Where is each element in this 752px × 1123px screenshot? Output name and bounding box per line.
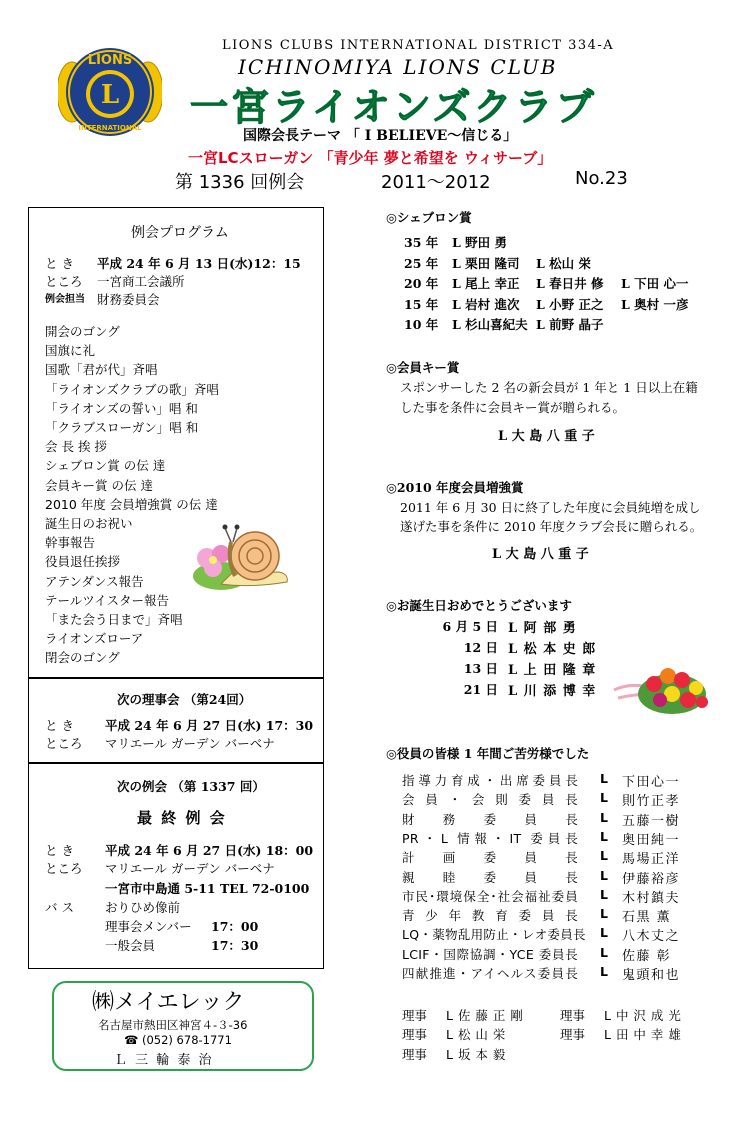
- officer-role: 青 少 年 教 育 委 員 長: [402, 908, 578, 924]
- bus-row-time: 17：30: [211, 938, 259, 953]
- officer-l: L: [600, 906, 608, 922]
- officer-name: 鬼頭和也: [622, 968, 681, 983]
- program-item: 「また会う日まで」斉唱: [45, 612, 183, 627]
- key-award-recipient: L 大 島 八 重 子: [498, 429, 595, 444]
- sponsor-name: ㈱メイエレック: [92, 990, 245, 1015]
- chevron-years: 20 年: [404, 276, 439, 291]
- next-where-label: ところ: [45, 861, 83, 876]
- chevron-member: L 杉山喜紀夫: [452, 317, 528, 332]
- officers-title: ◎役員の皆様 1 年間ご苦労様でした: [386, 746, 590, 761]
- director-label: 理事: [402, 1047, 428, 1062]
- issue-number: No.23: [575, 168, 628, 189]
- next-address: 一宮市中島通 5-11 TEL 72-0100: [105, 881, 310, 896]
- program-item: ライオンズローア: [45, 631, 144, 647]
- logo-top-text: LIONS: [87, 53, 133, 68]
- officer-role: 会 員 ・ 会 則 委 員 長: [402, 792, 578, 808]
- key-award-title: ◎会員キー賞: [386, 360, 460, 375]
- chevron-member: L 尾上 幸正: [452, 276, 520, 291]
- program-item: 会員キー賞 の伝 達: [45, 477, 153, 493]
- officer-role: LCIF・国際協調・YCE 委員長: [402, 946, 578, 962]
- fiscal-year: 2011～2012: [381, 172, 491, 193]
- officer-l: L: [600, 828, 608, 844]
- program-item: テールツイスター報告: [45, 592, 170, 608]
- program-item: 開会のゴング: [45, 324, 120, 339]
- district-line: LIONS CLUBS INTERNATIONAL DISTRICT 334-A: [222, 38, 615, 53]
- officer-role: 計 画 委 員 長: [402, 850, 578, 866]
- next-when: 平成 24 年 6 月 27 日(水) 18：00: [105, 843, 314, 858]
- officer-name: 石黒 薫: [622, 910, 672, 926]
- logo-letter: L: [100, 80, 120, 110]
- next-meeting-title: 次の例会 （第 1337 回）: [117, 779, 265, 794]
- director-name: L 佐 藤 正 剛: [446, 1008, 524, 1023]
- officer-l: L: [600, 944, 608, 960]
- officer-name: 伊藤裕彦: [622, 871, 681, 887]
- officer-role: PR・L 情報・IT 委員長: [402, 830, 578, 846]
- bus-stop: おりひめ像前: [105, 900, 181, 915]
- president-theme: 国際会長テーマ 「 I BELIEVE～信じる」: [243, 128, 518, 144]
- officer-l: L: [600, 886, 608, 902]
- club-name-jp: 一宮ライオンズクラブ: [190, 85, 597, 129]
- officer-role: 親 睦 委 員 長: [402, 869, 578, 885]
- chevron-years: 10 年: [404, 317, 439, 332]
- growth-award-text-2: 遂げた事を条件に 2010 年度クラブ会長に贈られる。: [400, 519, 703, 534]
- program-host: 財務委員会: [97, 292, 160, 307]
- sponsor-tel: ☎ (052) 678-1771: [124, 1033, 232, 1047]
- growth-award-text-1: 2011 年 6 月 30 日に終了した年度に会員純増を成し: [400, 500, 701, 515]
- chevron-member: L 下田 心一: [621, 276, 689, 291]
- board-where-label: ところ: [45, 736, 83, 751]
- sponsor-person: Ｌ 三 輪 泰 治: [114, 1053, 214, 1068]
- officer-l: L: [600, 964, 608, 979]
- officer-role: 財 務 委 員 長: [402, 811, 578, 827]
- officer-role: 四献推進・アイヘルス委員長: [402, 966, 578, 981]
- logo-bottom-text: INTERNATIONAL: [78, 124, 142, 132]
- officer-name: 五藤一樹: [622, 813, 681, 829]
- program-item: 国歌「君が代」斉唱: [45, 362, 158, 378]
- growth-award-recipient: L 大 島 八 重 子: [492, 547, 589, 562]
- board-when: 平成 24 年 6 月 27 日(水) 17：30: [105, 718, 314, 733]
- program-item: 国旗に礼: [45, 343, 96, 359]
- officer-name: 下田心一: [622, 775, 681, 790]
- key-award-text-2: した事を条件に会員キー賞が贈られる。: [400, 400, 626, 415]
- program-item: アテンダンス報告: [45, 573, 144, 589]
- program-item: シェブロン賞 の伝 達: [45, 458, 166, 474]
- birthday-name: L 松 本 史 郎: [508, 642, 597, 657]
- bus-row-label: 一般会員: [105, 938, 156, 953]
- program-item: 「ライオンズクラブの歌」斉唱: [45, 381, 219, 397]
- growth-award-title: ◎2010 年度会員増強賞: [386, 480, 524, 495]
- program-box: [28, 207, 324, 679]
- bus-label: バ ス: [45, 900, 74, 915]
- birthday-title: ◎お誕生日おめでとうございます: [386, 598, 572, 613]
- next-meeting-box: [28, 762, 324, 969]
- birthday-date: 12 日: [463, 640, 498, 655]
- program-where: 一宮商工会議所: [97, 274, 185, 289]
- director-label: 理事: [560, 1008, 586, 1023]
- chevron-member: L 奥村 一彦: [621, 296, 689, 312]
- director-label: 理事: [560, 1027, 586, 1042]
- officer-l: L: [600, 809, 608, 825]
- chevron-years: 15 年: [404, 296, 439, 312]
- program-item: 「ライオンズの誓い」唱 和: [45, 400, 198, 416]
- director-name: L 松 山 栄: [446, 1027, 506, 1042]
- chevron-member: L 岩村 進次: [452, 296, 520, 312]
- birthday-date: 21 日: [463, 682, 498, 697]
- officer-name: 佐藤 彰: [622, 948, 672, 964]
- next-meeting-subtitle: 最 終 例 会: [137, 809, 227, 827]
- program-item: 役員退任挨拶: [45, 554, 121, 570]
- chevron-title: ◎シェブロン賞: [386, 210, 472, 225]
- chevron-years: 35 年: [404, 235, 439, 250]
- officer-role: 市民･環境保全･社会福祉委員: [402, 888, 578, 904]
- birthday-date: 13 日: [463, 661, 498, 676]
- chevron-member: L 野田 勇: [452, 235, 507, 250]
- sponsor-address: 名古屋市熱田区神宮４-３-36: [98, 1018, 248, 1032]
- director-name: L 坂 本 毅: [446, 1047, 506, 1062]
- program-host-label: 例会担当: [45, 294, 85, 305]
- club-slogan: 一宮LCスローガン 「青少年 夢と希望を ウィサーブ」: [188, 149, 553, 167]
- officer-name: 則竹正孝: [622, 794, 681, 810]
- program-when: 平成 24 年 6 月 13 日(水)12：15: [97, 256, 301, 271]
- program-where-label: ところ: [45, 274, 83, 289]
- bouquet-icon: [612, 654, 712, 718]
- officer-name: 木村鎮夫: [622, 890, 681, 906]
- chevron-member: L 松山 栄: [536, 255, 591, 271]
- birthday-name: L 上 田 隆 章: [508, 663, 597, 678]
- program-item: 2010 年度 会員増強賞 の伝 達: [45, 496, 218, 512]
- next-when-label: と き: [45, 843, 74, 858]
- program-item: 誕生日のお祝い: [45, 516, 133, 531]
- officer-name: 奥田純一: [622, 832, 681, 848]
- board-where: マリエール ガーデン バーベナ: [105, 736, 275, 751]
- program-item: 会 長 挨 拶: [45, 439, 107, 455]
- chevron-member: L 小野 正之: [536, 296, 604, 312]
- program-item: 閉会のゴング: [45, 650, 120, 666]
- bus-row-label: 理事会メンバー: [105, 919, 192, 934]
- officer-role: 指導力育成・出席委員長: [402, 773, 578, 788]
- meeting-info-line: [175, 168, 645, 194]
- program-when-label: と き: [45, 256, 74, 271]
- chevron-member: L 春日井 修: [536, 276, 604, 291]
- board-when-label: と き: [45, 718, 74, 733]
- program-item: 幹事報告: [45, 535, 96, 551]
- officer-l: L: [600, 925, 608, 941]
- officer-role: LQ・薬物乱用防止・レオ委員長: [402, 927, 586, 943]
- lions-logo: [58, 40, 162, 144]
- director-name: L 田 中 幸 雄: [604, 1027, 682, 1042]
- club-name-en: ICHINOMIYA LIONS CLUB: [238, 55, 558, 79]
- next-where: マリエール ガーデン バーベナ: [105, 861, 275, 876]
- birthday-name: L 阿 部 勇: [508, 621, 577, 636]
- bus-row-time: 17：00: [211, 919, 259, 934]
- chevron-member: L 栗田 隆司: [452, 255, 520, 271]
- key-award-text-1: スポンサーした 2 名の新会員が 1 年と 1 日以上在籍: [400, 380, 698, 395]
- officer-l: L: [600, 867, 608, 883]
- next-board-box: [28, 677, 324, 764]
- director-name: L 中 沢 成 光: [604, 1008, 682, 1023]
- director-label: 理事: [402, 1027, 428, 1042]
- program-item: 「クラブスローガン」唱 和: [45, 420, 199, 435]
- officer-name: 馬場正洋: [622, 852, 681, 868]
- chevron-years: 25 年: [404, 255, 439, 271]
- officer-l: L: [600, 848, 608, 864]
- sponsor-box: [52, 981, 314, 1071]
- chevron-member: L 前野 晶子: [536, 317, 604, 332]
- birthday-date: 6 月 5 日: [442, 619, 498, 634]
- program-title: 例会プログラム: [131, 225, 229, 241]
- officer-l: L: [600, 790, 608, 806]
- board-title: 次の理事会 （第24回）: [117, 692, 252, 707]
- snail-illustration-icon: [191, 514, 295, 596]
- birthday-name: L 川 添 博 幸: [508, 684, 597, 699]
- director-label: 理事: [402, 1008, 428, 1023]
- officer-name: 八木丈之: [622, 929, 681, 945]
- meeting-number: 第 1336 回例会: [175, 172, 305, 193]
- lions-emblem-icon: [58, 40, 162, 144]
- officer-l: L: [600, 771, 608, 786]
